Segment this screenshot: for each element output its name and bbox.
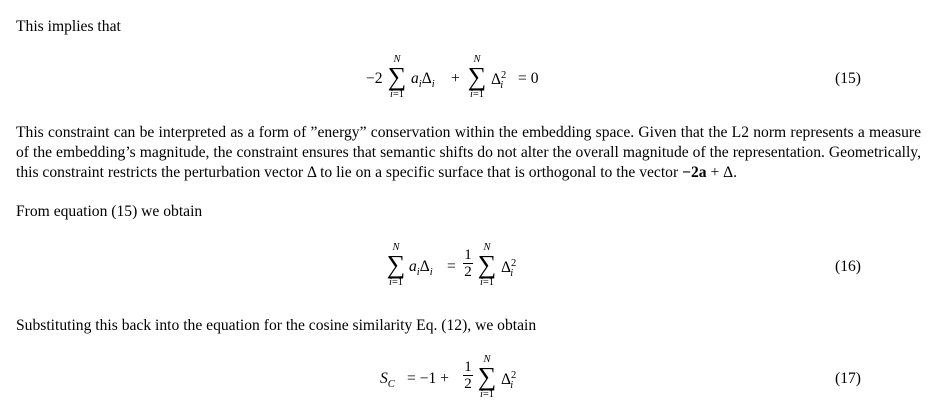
paragraph-from-equation: From equation (15) we obtain bbox=[16, 203, 203, 220]
sum-upper-limit: N bbox=[483, 354, 491, 365]
sum-lower-limit: i=1 bbox=[389, 89, 405, 100]
sum-upper-limit: N bbox=[483, 242, 491, 253]
eq17-fraction bbox=[462, 359, 474, 392]
sum-upper-limit: N bbox=[392, 242, 400, 253]
equation-15 bbox=[0, 50, 932, 120]
eq15-sum-1 bbox=[384, 54, 410, 101]
sum-symbol: ∑ bbox=[387, 62, 407, 91]
paragraph-intro: This implies that bbox=[16, 18, 121, 35]
sum-upper-limit: N bbox=[473, 54, 481, 65]
eq16-sum-2 bbox=[474, 242, 500, 289]
eq17-sum bbox=[474, 354, 500, 401]
paragraph-constraint: This constraint can be interpreted as a form of ”energy” conservation within the embedding space. Given that the L2 norm represents a measure of the embedding’s magnitude, the constraint ensures that semantic shifts do not alter the overall magnitude of the representation. Geometrically, this constraint restricts the perturbation vector Δ to lie on a specific surface that is orthogonal to the vector −2a + Δ. bbox=[16, 124, 921, 181]
sum-symbol: ∑ bbox=[386, 250, 406, 279]
eq16-rhs-term: $\Delta^2_i$ bbox=[501, 258, 517, 280]
eq15-equals-zero: = 0 bbox=[518, 70, 539, 87]
fraction-numerator: 1 bbox=[464, 247, 472, 263]
sum-symbol: ∑ bbox=[467, 62, 487, 91]
sum-upper-limit: N bbox=[393, 54, 401, 65]
eq17-lhs: $S_C$ bbox=[380, 370, 395, 391]
eq15-term1: $a_i\Delta_i$ bbox=[411, 70, 435, 91]
fraction-denominator: 2 bbox=[464, 376, 472, 392]
eq16-equals: = bbox=[447, 258, 456, 275]
sum-symbol: ∑ bbox=[477, 250, 497, 279]
equation-number-15: (15) bbox=[835, 70, 861, 87]
eq15-lead: −2 bbox=[366, 70, 383, 87]
paragraph-substituting: Substituting this back into the equation for the cosine similarity Eq. (12), we obtain bbox=[16, 317, 537, 334]
eq16-fraction bbox=[462, 247, 474, 280]
eq15-sum-2 bbox=[464, 54, 490, 101]
eq16-sum-1 bbox=[383, 242, 409, 289]
sum-lower-limit: i=1 bbox=[479, 389, 495, 400]
sum-lower-limit: i=1 bbox=[469, 89, 485, 100]
fraction-denominator: 2 bbox=[464, 264, 472, 280]
sum-lower-limit: i=1 bbox=[388, 277, 404, 288]
eq15-plus: + bbox=[451, 70, 460, 87]
eq17-rhs-term: $\Delta^2_i$ bbox=[501, 370, 517, 392]
eq15-term2: $\Delta^2_i$ bbox=[491, 70, 507, 92]
eq17-rhs-prefix: = −1 + bbox=[407, 370, 449, 387]
equation-16 bbox=[0, 238, 932, 308]
equation-number-17: (17) bbox=[835, 370, 861, 387]
fraction-numerator: 1 bbox=[464, 359, 472, 375]
sum-lower-limit: i=1 bbox=[479, 277, 495, 288]
sum-symbol: ∑ bbox=[477, 362, 497, 391]
equation-number-16: (16) bbox=[835, 258, 861, 275]
eq16-lhs-term: $a_i\Delta_i$ bbox=[409, 258, 433, 279]
